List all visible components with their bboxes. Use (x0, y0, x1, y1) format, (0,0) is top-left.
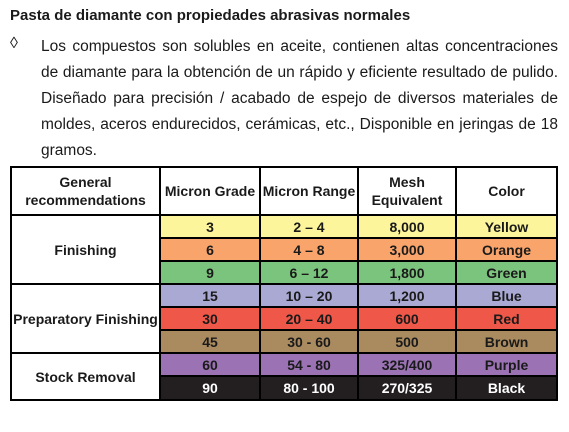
table-row (11, 353, 557, 376)
table-row (11, 284, 557, 307)
color-cell: Brown (456, 330, 557, 353)
range-cell: 2 – 4 (260, 215, 358, 238)
document-title: Pasta de diamante con propiedades abrasivas normales (10, 7, 411, 24)
mesh-cell: 500 (358, 330, 456, 353)
color-cell: Purple (456, 353, 557, 376)
grade-cell: 15 (160, 284, 260, 307)
grade-cell: 45 (160, 330, 260, 353)
mesh-cell: 8,000 (358, 215, 456, 238)
header-mesh-equivalent: Mesh Equivalent (358, 167, 456, 215)
color-cell: Orange (456, 238, 557, 261)
header-color: Color (456, 167, 557, 215)
grade-cell: 3 (160, 215, 260, 238)
range-cell: 54 - 80 (260, 353, 358, 376)
range-cell: 80 - 100 (260, 376, 358, 400)
color-cell: Yellow (456, 215, 557, 238)
grade-cell: 60 (160, 353, 260, 376)
range-cell: 20 – 40 (260, 307, 358, 330)
grade-cell: 30 (160, 307, 260, 330)
group-preparatory-finishing: Preparatory Finishing (11, 284, 160, 353)
group-finishing: Finishing (11, 215, 160, 284)
header-general-recommendations: General recommendations (11, 167, 160, 215)
color-cell: Green (456, 261, 557, 284)
description-text: Los compuestos son solubles en aceite, contienen altas concentraciones de diamante para la obtención de un rápido y eficiente resultado de pulido. Diseñado para precisión / acabado de espejo de diversos materiales de moldes, aceros endurecidos, cerámicas, etc., Disponible en jeringas de 18 gramos. (41, 38, 558, 159)
header-micron-range: Micron Range (260, 167, 358, 215)
color-cell: Black (456, 376, 557, 400)
color-cell: Red (456, 307, 557, 330)
mesh-cell: 3,000 (358, 238, 456, 261)
mesh-cell: 270/325 (358, 376, 456, 400)
range-cell: 6 – 12 (260, 261, 358, 284)
mesh-cell: 1,200 (358, 284, 456, 307)
grade-cell: 90 (160, 376, 260, 400)
group-stock-removal: Stock Removal (11, 353, 160, 400)
mesh-cell: 600 (358, 307, 456, 330)
grade-cell: 9 (160, 261, 260, 284)
range-cell: 4 – 8 (260, 238, 358, 261)
color-cell: Blue (456, 284, 557, 307)
recommendations-table (10, 166, 558, 401)
range-cell: 30 - 60 (260, 330, 358, 353)
mesh-cell: 325/400 (358, 353, 456, 376)
diamond-bullet-icon: ◊ (10, 35, 18, 52)
header-micron-grade: Micron Grade (160, 167, 260, 215)
mesh-cell: 1,800 (358, 261, 456, 284)
table-row (11, 215, 557, 238)
range-cell: 10 – 20 (260, 284, 358, 307)
table-header-row (11, 167, 557, 215)
grade-cell: 6 (160, 238, 260, 261)
